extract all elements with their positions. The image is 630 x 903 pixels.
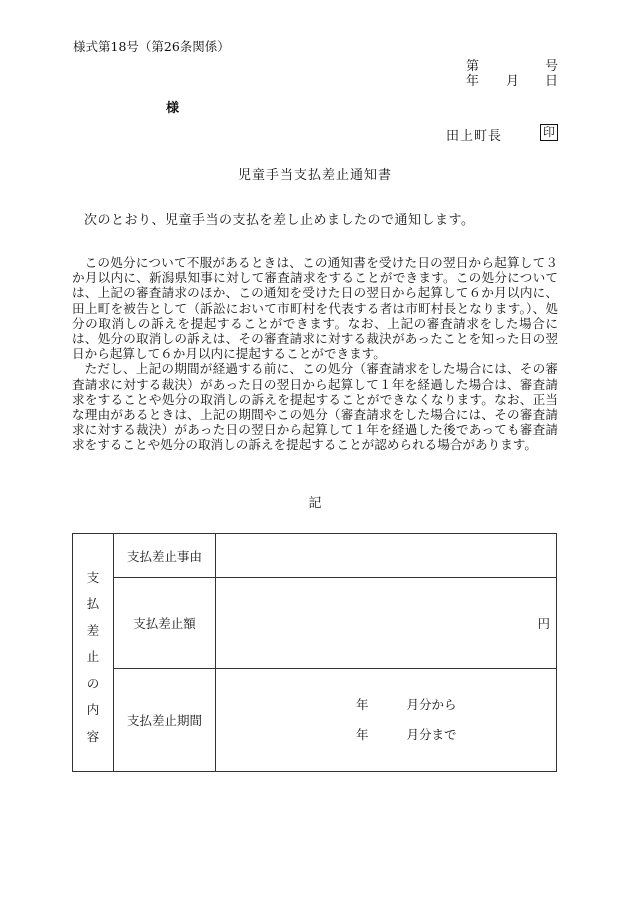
addressee-suffix: 様	[166, 101, 180, 116]
period-field[interactable]	[216, 669, 557, 772]
period-label: 支払差止期間	[114, 669, 216, 772]
period-from-year: 年	[356, 697, 369, 712]
ki-heading: 記	[308, 496, 322, 511]
vertical-char: の	[86, 675, 100, 691]
form-number: 様式第18号（第26条関係）	[73, 39, 230, 54]
vertical-char: 払	[86, 596, 100, 612]
number-prefix: 第	[466, 59, 480, 74]
date-day: 日	[545, 74, 559, 89]
vertical-char: 内	[86, 702, 100, 718]
period-to	[216, 720, 556, 750]
date-year: 年	[466, 74, 480, 89]
reason-field[interactable]	[216, 534, 557, 578]
vertical-char: 止	[86, 649, 100, 665]
period-to-month: 月分まで	[406, 727, 457, 742]
period-to-year: 年	[356, 727, 369, 742]
document-title: 児童手当支払差止通知書	[237, 168, 392, 183]
appeal-paragraph-1: この処分について不服があるときは、この通知書を受けた日の翌日から起算して３か月以内に、新潟県知事に対して審査請求をすることができます。この処分については、上記の審査請求のほか、この通知を受けた日の翌日から起算して６か月以内に、田上町を被告として（訴訟において市町村を代表する者は市町村長となります。）、処分の取消しの訴えを提起することができます。なお、上記の審査請求をした場合には、処分の取消しの訴えは、その審査請求に対する裁決があったことを知った日の翌日から起算して６か月以内に提起することができます。	[72, 255, 558, 362]
vertical-char: 支	[86, 569, 100, 585]
issuer-name: 田上町長	[446, 129, 503, 144]
appeal-paragraph-2: ただし、上記の期間が経過する前に、この処分（審査請求をした場合には、その審査請求に対する裁決）があった日の翌日から起算して１年を経過した場合は、審査請求をすることや処分の取消しの訴えを提起することができなくなります。なお、正当な理由があるときは、上記の期間やこの処分（審査請求をした場合には、その審査請求に対する裁決）があった日の翌日から起算して１年を経過した後であっても審査請求をすることや処分の取消しの訴えを提起することが認められる場合があります。	[72, 361, 558, 453]
period-from	[216, 690, 556, 720]
seal-mark: 印	[540, 124, 558, 141]
content-vertical-label	[73, 534, 114, 772]
appeal-instructions	[72, 255, 558, 453]
date-month: 月	[506, 74, 520, 89]
number-suffix: 号	[545, 59, 559, 74]
amount-unit: 円	[537, 616, 550, 631]
vertical-char: 容	[86, 728, 100, 744]
reason-label: 支払差止事由	[114, 534, 216, 578]
period-from-month: 月分から	[406, 697, 457, 712]
notice-text: 次のとおり、児童手当の支払を差し止めましたので通知します。	[84, 213, 475, 228]
suspension-details-table	[72, 533, 557, 772]
amount-field[interactable]	[216, 578, 557, 669]
vertical-char: 差	[86, 622, 100, 638]
amount-label: 支払差止額	[114, 578, 216, 669]
